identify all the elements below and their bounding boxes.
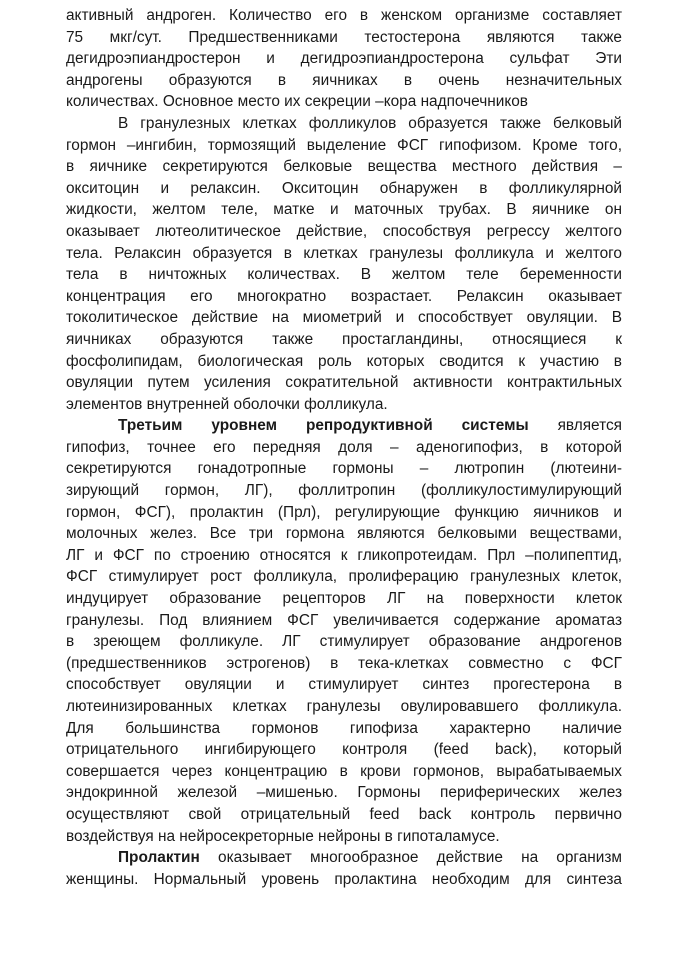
text-line [66, 135, 622, 157]
text-line [66, 221, 622, 243]
line-text: овуляции путем усиления сократительной активности контрактильных [66, 374, 622, 392]
text-line [66, 761, 622, 783]
text-line [66, 653, 622, 675]
line-text: тела в ничтожных количествах. В желтом теле беременности [66, 266, 622, 284]
line-text: в зреющем фолликуле. ЛГ стимулирует образование андрогенов [66, 633, 622, 651]
line-text: лютеинизированных клетках гранулезы овулировавшего фолликула. [66, 698, 622, 715]
line-text: эндокринной железой –мишенью. Гормоны периферических желез [66, 784, 622, 802]
text-line [66, 329, 622, 351]
line-text: жидкости, желтом теле, матке и маточных трубах. В яичнике он [66, 201, 622, 219]
text-line [66, 588, 622, 610]
line-text: фосфолипидам, биологическая роль которых сводится к участию в [66, 352, 622, 370]
line-text: молочных желез. Все три гормона являются белковыми веществами, [66, 525, 622, 543]
line-text: оказывает лютеолитическое действие, способствуя регрессу желтого [66, 222, 622, 240]
text-line [66, 437, 622, 459]
line-text: совершается через концентрацию в крови гормонов, вырабатываемых [66, 762, 622, 780]
line-text: женщины. Нормальный уровень пролактина необходим для синтеза [66, 870, 622, 888]
text-line [66, 566, 622, 588]
text-line [66, 394, 622, 416]
text-line [66, 674, 622, 696]
line-text: 75 мкг/сут. Предшественниками тестостерона являются также [66, 28, 622, 46]
line-text: гормон, ФСГ), пролактин (Прл), регулирующие функцию яичников и [66, 503, 622, 521]
line-text: яичниках образуются также простагландины, относящиеся к [66, 330, 622, 348]
line-text: количествах. Основное место их секреции –кора надпочечников [66, 93, 528, 111]
line-text: токолитическое действие на миометрий и способствует овуляции. В [66, 309, 622, 327]
line-text: ЛГ и ФСГ по строению относятся к гликопротеидам. Прл –полипептид, [66, 546, 622, 564]
line-text: В гранулезных клетках фолликулов образуется также белковый [118, 114, 622, 132]
text-line [66, 372, 622, 394]
text-line [66, 610, 622, 632]
text-line [66, 113, 622, 135]
text-line [66, 243, 622, 265]
text-line [66, 351, 622, 373]
text-line [66, 91, 622, 113]
text-line [66, 286, 622, 308]
bold-term: Третьим уровнем репродуктивной системы [118, 417, 529, 435]
line-text: является [528, 417, 622, 435]
text-line [66, 826, 622, 848]
text-line [66, 847, 622, 869]
line-text: активный андроген. Количество его в женском организме составляет [66, 7, 622, 24]
line-text: (предшественников эстрогенов) в тека-клетках совместно с ФСГ [66, 654, 622, 672]
text-line [66, 415, 622, 437]
text-line [66, 480, 622, 502]
line-text: отрицательного ингибирующего контроля (feed back), который [66, 741, 622, 759]
text-line [66, 264, 622, 286]
line-text: гормон –ингибин, тормозящий выделение ФСГ гипофизом. Кроме того, [66, 136, 622, 154]
line-text: зирующий гормон, ЛГ), фоллитропин (фолликулостимулирующий [66, 482, 622, 500]
text-line [66, 782, 622, 804]
text-line [66, 696, 622, 718]
text-line [66, 48, 622, 70]
line-text: в яичнике секретируются белковые вещества местного действия – [66, 158, 622, 176]
line-text: осуществляют свой отрицательный feed back контроль первично [66, 805, 622, 823]
text-line [66, 631, 622, 653]
text-line [66, 869, 622, 891]
line-text: тела. Релаксин образуется в клетках гранулезы фолликула и желтого [66, 244, 622, 262]
text-line [66, 545, 622, 567]
line-text: окситоцин и релаксин. Окситоцин обнаружен в фолликулярной [66, 179, 622, 197]
line-text: воздействуя на нейросекреторные нейроны в гипоталамусе. [66, 827, 500, 845]
text-line [66, 199, 622, 221]
text-line [66, 5, 622, 27]
line-text: способствует овуляции и стимулирует синтез прогестерона в [66, 676, 622, 694]
line-text: андрогены образуются в яичниках в очень незначительных [66, 71, 622, 89]
line-text: концентрация его многократно возрастает. Релаксин оказывает [66, 287, 622, 305]
line-text: гранулезы. Под влиянием ФСГ увеличивается содержание ароматаз [66, 611, 622, 629]
line-text: оказывает многообразное действие на организм [199, 849, 622, 867]
line-text: ФСГ стимулирует рост фолликула, пролиферацию гранулезных клеток, [66, 568, 622, 586]
line-text: индуцирует образование рецепторов ЛГ на поверхности клеток [66, 590, 622, 608]
body-text [66, 5, 622, 890]
bold-term: Пролактин [118, 849, 200, 867]
text-line [66, 178, 622, 200]
text-line [66, 804, 622, 826]
text-line [66, 739, 622, 761]
line-text: гипофиз, точнее его передняя доля – аденогипофиз, в которой [66, 438, 622, 456]
text-line [66, 523, 622, 545]
line-text: дегидроэпиандростерон и дегидроэпиандростерона сульфат Эти [66, 50, 622, 68]
line-text: элементов внутренней оболочки фолликула. [66, 395, 388, 413]
text-line [66, 458, 622, 480]
text-line [66, 156, 622, 178]
text-line [66, 307, 622, 329]
line-text: секретируются гонадотропные гормоны – лютропин (лютеини- [66, 460, 622, 478]
text-line [66, 27, 622, 49]
line-text: Для большинства гормонов гипофиза характерно наличие [66, 719, 622, 737]
text-line [66, 718, 622, 740]
text-line [66, 70, 622, 92]
text-line [66, 502, 622, 524]
